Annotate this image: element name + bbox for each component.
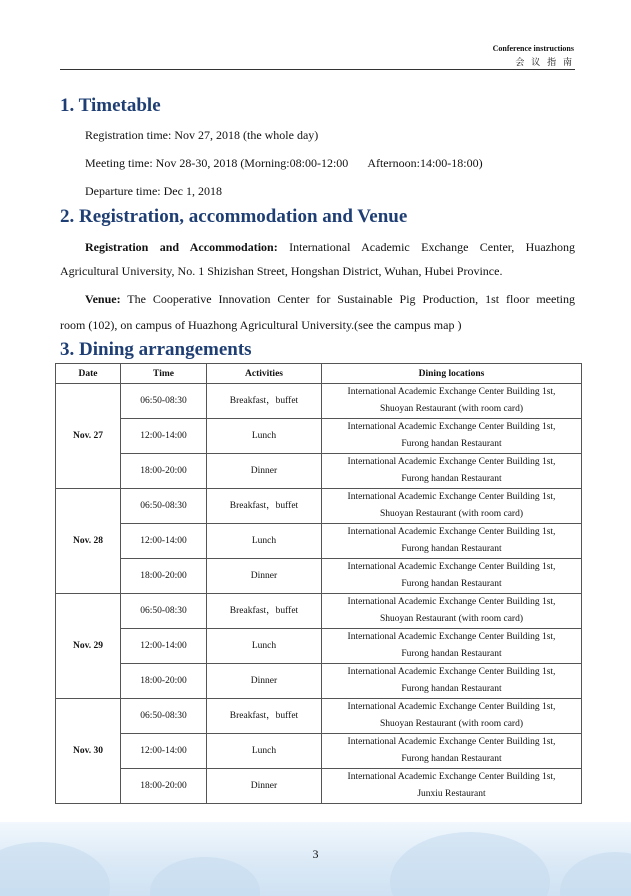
location-cell	[322, 489, 582, 524]
location-cell	[322, 594, 582, 629]
header-time: Time	[121, 364, 207, 384]
activity-cell: Dinner	[207, 769, 322, 804]
location-line: International Academic Exchange Center Building 1st,	[347, 562, 556, 572]
location-line: Furong handan Restaurant	[401, 474, 502, 484]
activity-cell: Dinner	[207, 559, 322, 594]
date-cell: Nov. 30	[56, 699, 121, 804]
header-date: Date	[56, 364, 121, 384]
location-line: International Academic Exchange Center Building 1st,	[347, 387, 556, 397]
table-row	[56, 559, 582, 594]
time-cell: 18:00-20:00	[121, 769, 207, 804]
table-row	[56, 629, 582, 664]
location-line: International Academic Exchange Center Building 1st,	[347, 422, 556, 432]
location-line: Furong handan Restaurant	[401, 754, 502, 764]
location-line: International Academic Exchange Center Building 1st,	[347, 772, 556, 782]
decorative-blob	[150, 857, 260, 896]
time-cell: 06:50-08:30	[121, 594, 207, 629]
registration-paragraph-line2: Agricultural University, No. 1 Shizishan Street, Hongshan District, Wuhan, Hubei Province.	[60, 264, 503, 278]
activity-cell: Breakfast，buffet	[207, 384, 322, 419]
time-cell: 12:00-14:00	[121, 734, 207, 769]
table-row	[56, 489, 582, 524]
time-cell: 06:50-08:30	[121, 699, 207, 734]
meeting-time-afternoon: Afternoon:14:00-18:00)	[367, 156, 483, 170]
table-row	[56, 524, 582, 559]
venue-paragraph-line2: room (102), on campus of Huazhong Agricultural University.(see the campus map )	[60, 318, 462, 332]
location-cell	[322, 629, 582, 664]
location-cell	[322, 384, 582, 419]
table-row	[56, 419, 582, 454]
location-line: International Academic Exchange Center Building 1st,	[347, 667, 556, 677]
location-cell	[322, 769, 582, 804]
registration-time: Registration time: Nov 27, 2018 (the whole day)	[85, 128, 319, 142]
section-title-venue: 2. Registration, accommodation and Venue	[60, 206, 408, 227]
table-row	[56, 384, 582, 419]
registration-label: Registration and Accommodation:	[85, 240, 278, 254]
venue-label: Venue:	[85, 292, 121, 306]
time-cell: 06:50-08:30	[121, 489, 207, 524]
table-row	[56, 594, 582, 629]
header-divider	[60, 69, 575, 70]
table-row	[56, 769, 582, 804]
header-activities: Activities	[207, 364, 322, 384]
location-line: Shuoyan Restaurant (with room card)	[380, 404, 523, 414]
page-number: 3	[312, 847, 319, 861]
location-line: International Academic Exchange Center Building 1st,	[347, 737, 556, 747]
departure-time: Departure time: Dec 1, 2018	[85, 184, 222, 198]
activity-cell: Breakfast，buffet	[207, 489, 322, 524]
activity-cell: Lunch	[207, 629, 322, 664]
location-line: International Academic Exchange Center Building 1st,	[347, 492, 556, 502]
meeting-time	[85, 156, 483, 171]
location-cell	[322, 699, 582, 734]
date-cell: Nov. 28	[56, 489, 121, 594]
location-cell	[322, 664, 582, 699]
location-line: Shuoyan Restaurant (with room card)	[380, 719, 523, 729]
activity-cell: Lunch	[207, 524, 322, 559]
section-title-timetable: 1. Timetable	[60, 95, 161, 116]
activity-cell: Breakfast，buffet	[207, 699, 322, 734]
registration-paragraph-line1	[60, 240, 575, 255]
location-cell	[322, 524, 582, 559]
table-row	[56, 664, 582, 699]
activity-cell: Dinner	[207, 664, 322, 699]
meeting-time-morning: Meeting time: Nov 28-30, 2018 (Morning:08:00-12:00	[85, 156, 349, 170]
location-cell	[322, 419, 582, 454]
location-line: International Academic Exchange Center Building 1st,	[347, 457, 556, 467]
location-line: Furong handan Restaurant	[401, 579, 502, 589]
location-line: Junxiu Restaurant	[417, 789, 486, 799]
time-cell: 18:00-20:00	[121, 559, 207, 594]
table-header-row	[56, 364, 582, 384]
location-cell	[322, 559, 582, 594]
venue-paragraph-line1	[60, 292, 575, 307]
location-cell	[322, 454, 582, 489]
table-row	[56, 454, 582, 489]
date-cell: Nov. 29	[56, 594, 121, 699]
time-cell: 06:50-08:30	[121, 384, 207, 419]
time-cell: 18:00-20:00	[121, 664, 207, 699]
table-row	[56, 734, 582, 769]
location-line: International Academic Exchange Center Building 1st,	[347, 702, 556, 712]
activity-cell: Breakfast，buffet	[207, 594, 322, 629]
activity-cell: Lunch	[207, 734, 322, 769]
page-header	[493, 44, 574, 68]
location-line: Furong handan Restaurant	[401, 684, 502, 694]
date-cell: Nov. 27	[56, 384, 121, 489]
activity-cell: Dinner	[207, 454, 322, 489]
table-row	[56, 699, 582, 734]
location-line: International Academic Exchange Center Building 1st,	[347, 597, 556, 607]
header-title-en: Conference instructions	[492, 44, 574, 53]
registration-text: International Academic Exchange Center, Huazhong	[289, 240, 575, 254]
location-line: International Academic Exchange Center Building 1st,	[347, 632, 556, 642]
activity-cell: Lunch	[207, 419, 322, 454]
location-line: Furong handan Restaurant	[401, 439, 502, 449]
location-line: Shuoyan Restaurant (with room card)	[380, 614, 523, 624]
time-cell: 12:00-14:00	[121, 524, 207, 559]
location-cell	[322, 734, 582, 769]
location-line: Shuoyan Restaurant (with room card)	[380, 509, 523, 519]
dining-table	[55, 363, 582, 804]
time-cell: 12:00-14:00	[121, 419, 207, 454]
time-cell: 18:00-20:00	[121, 454, 207, 489]
time-cell: 12:00-14:00	[121, 629, 207, 664]
header-title-cn: 会 议 指 南	[515, 58, 574, 68]
venue-text: The Cooperative Innovation Center for Sustainable Pig Production, 1st floor meeting	[127, 292, 575, 306]
decorative-blob	[390, 832, 550, 896]
header-locations: Dining locations	[322, 364, 582, 384]
location-line: Furong handan Restaurant	[401, 544, 502, 554]
location-line: International Academic Exchange Center Building 1st,	[347, 527, 556, 537]
section-title-dining: 3. Dining arrangements	[60, 339, 252, 360]
location-line: Furong handan Restaurant	[401, 649, 502, 659]
